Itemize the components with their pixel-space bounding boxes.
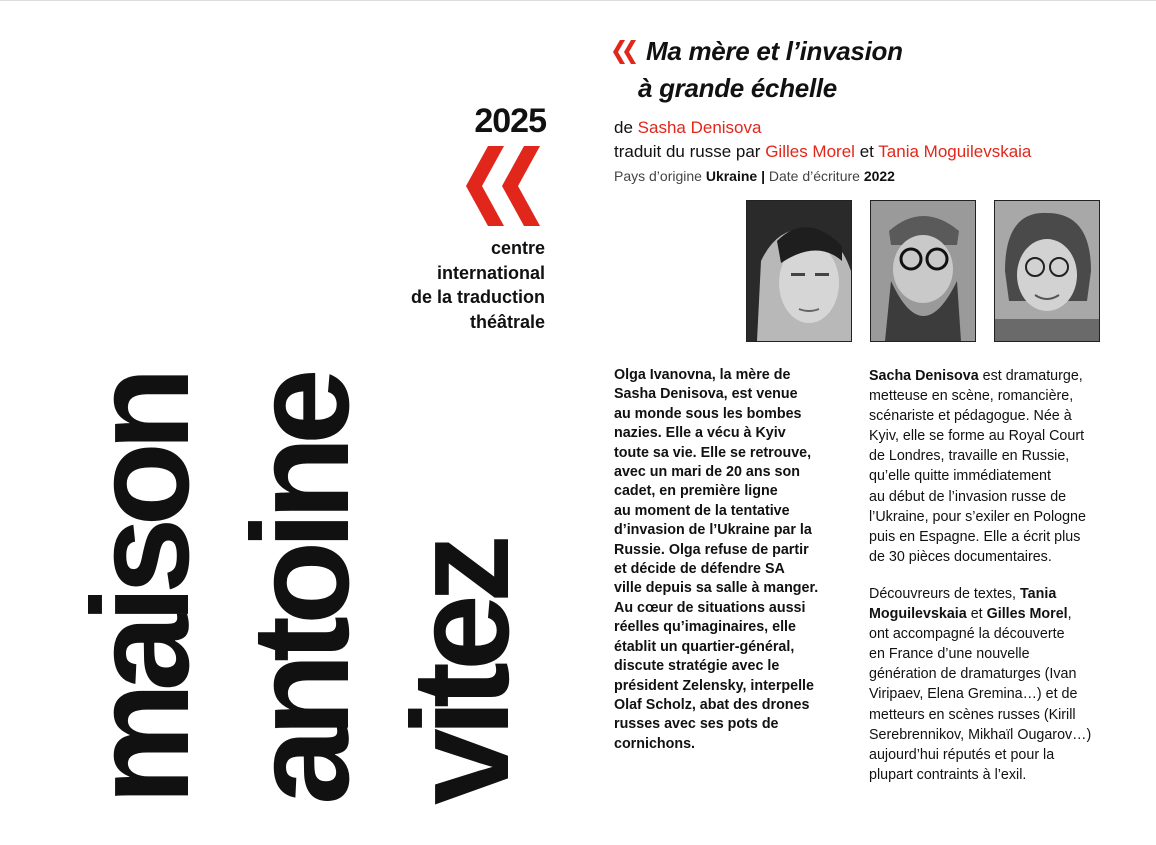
bio-line: en France d’une nouvelle — [869, 646, 1030, 663]
translator-photo-2 — [994, 200, 1100, 342]
bio-line: scénariste et pédagogue. Née à — [869, 408, 1072, 425]
synopsis-line: nazies. Elle a vécu à Kyiv — [614, 425, 786, 442]
synopsis-line: établit un quartier-général, — [614, 638, 795, 655]
bio2-name-1b: Moguilevskaia — [869, 606, 967, 623]
author-prefix: de — [614, 118, 633, 137]
synopsis-line: toute sa vie. Elle se retrouve, — [614, 444, 812, 461]
bio-line: metteurs en scènes russes (Kirill — [869, 706, 1076, 723]
title-line-2: à grande échelle — [638, 73, 837, 103]
center-title — [411, 236, 545, 334]
meta-separator: | — [761, 168, 765, 184]
synopsis-line: cadet, en première ligne — [614, 483, 778, 500]
bio-line: ont accompagné la découverte — [869, 626, 1065, 643]
double-chevron-left-icon — [613, 40, 638, 64]
synopsis-line: Olga Ivanovna, la mère de — [614, 367, 791, 383]
center-line: centre — [490, 238, 545, 258]
translated-prefix: traduit du russe par — [614, 142, 761, 161]
center-line: théâtrale — [469, 311, 545, 332]
bio-line: puis en Espagne. Elle a écrit plus — [869, 528, 1081, 545]
bio2-line-1 — [869, 584, 1109, 604]
center-line: international — [436, 262, 545, 283]
synopsis-line: Sasha Denisova, est venue — [614, 386, 798, 403]
bio2-and: et — [966, 606, 987, 623]
author-bio — [869, 366, 1109, 567]
meta-line — [614, 168, 895, 184]
year: 2025 — [474, 102, 546, 140]
synopsis-line: russes avec ses pots de — [614, 716, 779, 733]
date-label: Date d’écriture — [768, 168, 860, 184]
bio-line: qu’elle quitte immédiatement — [869, 468, 1051, 485]
bio-first-line — [869, 366, 1109, 386]
translator-1: Gilles Morel — [765, 142, 855, 161]
synopsis-line: cornichons. — [614, 735, 696, 752]
credits-and: et — [859, 142, 874, 161]
synopsis-line: au moment de la tentative — [614, 502, 790, 519]
bio2-name-2: Gilles Morel — [986, 606, 1068, 623]
date-value: 2022 — [863, 168, 895, 184]
bio2-name-1: Tania — [1019, 586, 1057, 602]
center-line: de la traduction — [410, 287, 545, 307]
wordmark-maison: maison — [64, 375, 218, 805]
translator-2: Tania Moguilevskaia — [878, 142, 1032, 161]
bio-line: Kyiv, elle se forme au Royal Court — [869, 428, 1085, 445]
synopsis-line: Au cœur de situations aussi — [614, 599, 806, 616]
synopsis-line: avec un mari de 20 ans son — [614, 464, 800, 481]
bio-line: au début de l’invasion russe de — [869, 488, 1067, 505]
synopsis-line: et décide de défendre SA — [614, 561, 785, 578]
bio-line: metteuse en scène, romancière, — [869, 388, 1074, 405]
bio-line: Viripaev, Elena Gremina…) et de — [869, 686, 1078, 703]
synopsis-line: au monde sous les bombes — [614, 405, 802, 422]
author-photo — [746, 200, 852, 342]
bio2-intro: Découvreurs de textes, — [869, 586, 1020, 602]
synopsis-line: d’invasion de l’Ukraine par la — [614, 522, 812, 539]
bio-line: de 30 pièces documentaires. — [869, 548, 1052, 565]
title-line-1: Ma mère et l’invasion — [646, 36, 903, 66]
synopsis — [614, 366, 854, 754]
synopsis-line: président Zelensky, interpelle — [614, 677, 814, 694]
translators-bio — [869, 584, 1109, 785]
wordmark-antoine: antoine — [224, 377, 378, 805]
synopsis-line: Russie. Olga refuse de partir — [614, 541, 809, 558]
author-name: Sasha Denisova — [637, 118, 762, 137]
credits — [614, 116, 1031, 164]
synopsis-line: discute stratégie avec le — [614, 658, 780, 675]
bio-first-rest: est dramaturge, — [978, 368, 1083, 384]
bio-line: de Londres, travaille en Russie, — [869, 448, 1070, 465]
double-chevron-logo-icon — [466, 146, 546, 226]
bio-line: génération de dramaturges (Ivan — [869, 666, 1077, 683]
synopsis-line: réelles qu’imaginaires, elle — [614, 619, 796, 636]
bio-line: aujourd’hui réputés et pour la — [869, 746, 1055, 763]
translator-photo-1 — [870, 200, 976, 342]
synopsis-line: Olaf Scholz, abat des drones — [614, 696, 810, 713]
top-border — [0, 0, 1156, 1]
wordmark-vitez: vitez — [384, 543, 538, 805]
bio2-comma: , — [1067, 606, 1072, 623]
country-value: Ukraine — [705, 168, 758, 184]
play-title — [638, 33, 903, 107]
bio2-line-2 — [869, 604, 1109, 624]
synopsis-line: ville depuis sa salle à manger. — [614, 580, 819, 597]
bio-author-name: Sacha Denisova — [869, 368, 979, 384]
bio-line: plupart contraints à l’exil. — [869, 766, 1027, 783]
bio-line: l’Ukraine, pour s’exiler en Pologne — [869, 508, 1086, 525]
bio-line: Serebrennikov, Mikhaïl Ougarov…) — [869, 726, 1092, 743]
country-label: Pays d’origine — [614, 168, 702, 184]
